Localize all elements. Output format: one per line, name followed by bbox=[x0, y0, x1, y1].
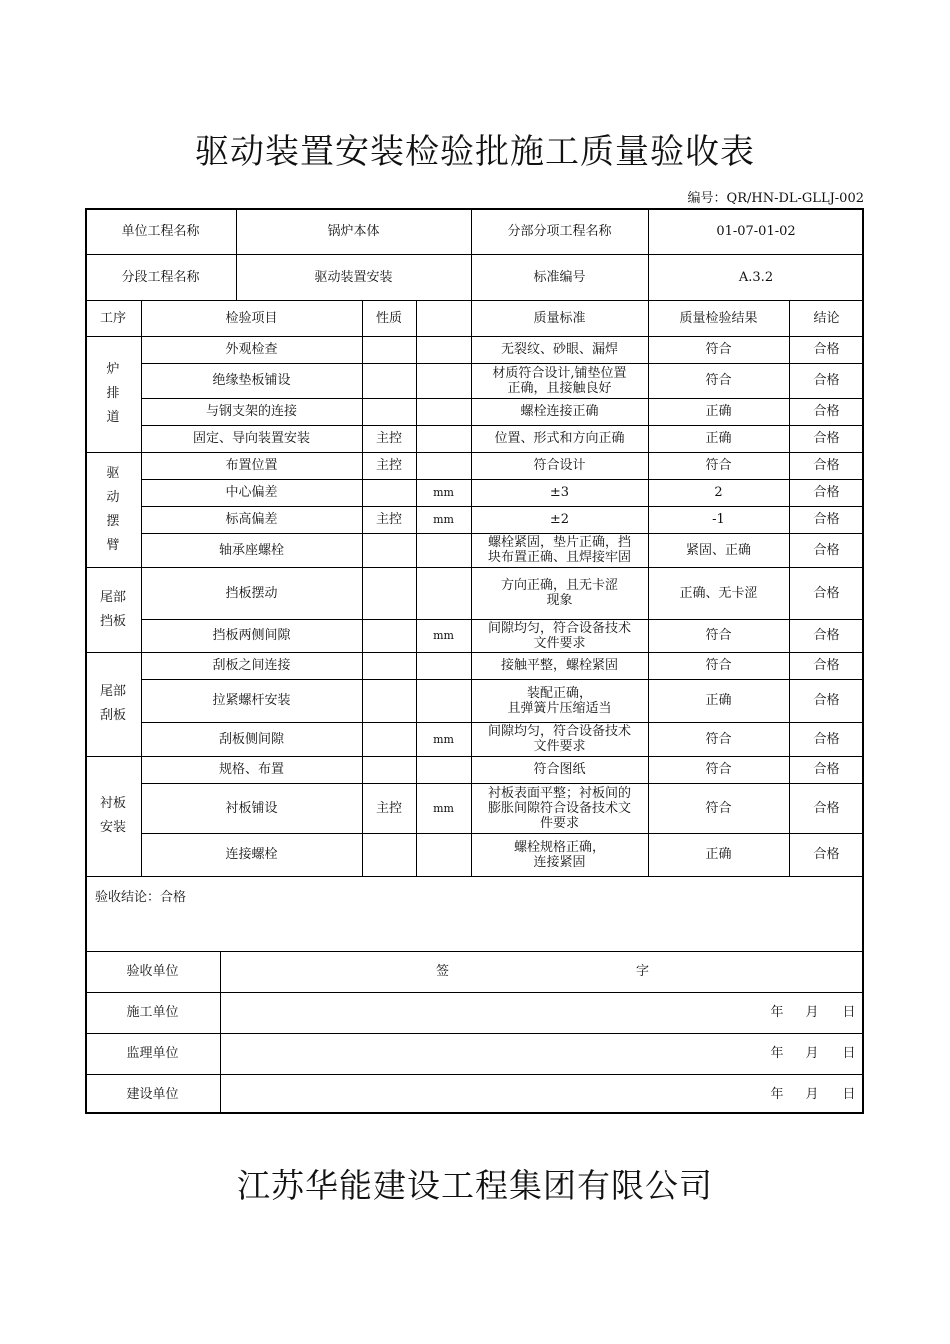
row-unit: mm bbox=[433, 629, 454, 642]
date-year-label: 年 bbox=[770, 1046, 784, 1061]
date-day-label: 日 bbox=[842, 1086, 856, 1102]
row-nature: 主控 bbox=[375, 458, 402, 473]
row-result: 正确 bbox=[705, 431, 732, 446]
row-result: 符合 bbox=[705, 628, 732, 643]
column-header-result: 质量检验结果 bbox=[679, 310, 758, 326]
row-standard: 符合设计 bbox=[533, 458, 586, 473]
row-conclusion: 合格 bbox=[813, 404, 840, 419]
signature-sign-label: 签 bbox=[435, 964, 449, 979]
row-nature: 主控 bbox=[375, 512, 402, 527]
unit-project-value: 锅炉本体 bbox=[327, 223, 380, 239]
date-month-label: 月 bbox=[805, 1046, 819, 1061]
date-year-label: 年 bbox=[770, 1086, 784, 1102]
row-unit bbox=[416, 336, 471, 363]
signature-column-rule bbox=[220, 951, 221, 1114]
row-result: 符合 bbox=[705, 658, 732, 673]
row-standard: 材质符合设计,铺垫位置 正确，且接触良好 bbox=[492, 365, 627, 396]
process-group: 驱 动 摆 臂 bbox=[106, 465, 120, 553]
row-unit bbox=[416, 533, 471, 567]
row-item: 连接螺栓 bbox=[225, 847, 278, 862]
standard-no-label: 标准编号 bbox=[533, 269, 586, 285]
row-conclusion: 合格 bbox=[813, 762, 840, 777]
row-conclusion: 合格 bbox=[813, 628, 840, 643]
row-conclusion: 合格 bbox=[813, 373, 840, 388]
row-standard: ±2 bbox=[549, 512, 570, 527]
row-nature bbox=[362, 652, 416, 679]
sub-project-value: 01-07-01-02 bbox=[716, 223, 796, 239]
row-item: 中心偏差 bbox=[225, 485, 278, 500]
document-code: 编号：QR/HN-DL-GLLJ-002 bbox=[687, 191, 864, 206]
row-conclusion: 合格 bbox=[813, 512, 840, 527]
row-item: 固定、导向装置安装 bbox=[192, 431, 310, 446]
row-nature bbox=[362, 756, 416, 783]
row-conclusion: 合格 bbox=[813, 485, 840, 500]
row-result: 正确、无卡涩 bbox=[679, 585, 758, 601]
process-group: 尾部 挡板 bbox=[99, 589, 126, 629]
row-unit bbox=[416, 452, 471, 479]
row-standard: 无裂纹、砂眼、漏焊 bbox=[500, 342, 618, 357]
row-unit: mm bbox=[433, 732, 454, 746]
row-unit bbox=[416, 425, 471, 452]
signature-unit-label: 监理单位 bbox=[126, 1046, 179, 1061]
row-unit bbox=[416, 363, 471, 398]
row-unit: mm bbox=[433, 513, 454, 526]
row-nature bbox=[362, 533, 416, 567]
date-month-label: 月 bbox=[805, 1086, 819, 1102]
unit-project-label: 单位工程名称 bbox=[121, 223, 200, 239]
row-result: 2 bbox=[714, 485, 723, 500]
row-nature: 主控 bbox=[375, 431, 402, 446]
row-result: 符合 bbox=[705, 731, 732, 747]
row-item: 刮板之间连接 bbox=[212, 658, 291, 673]
date-year-label: 年 bbox=[770, 1005, 784, 1020]
column-header-item: 检验项目 bbox=[225, 310, 278, 326]
row-standard: ±3 bbox=[549, 485, 570, 500]
row-standard: 符合图纸 bbox=[533, 762, 586, 777]
row-result: -1 bbox=[712, 512, 725, 527]
row-result: 符合 bbox=[705, 762, 732, 777]
row-standard: 位置、形式和方向正确 bbox=[494, 431, 625, 446]
row-result: 紧固、正确 bbox=[685, 542, 751, 558]
row-standard: 螺栓紧固，垫片正确，挡 块布置正确、且焊接牢固 bbox=[487, 535, 631, 565]
signature-sign-label: 字 bbox=[635, 964, 649, 979]
section-project-label: 分段工程名称 bbox=[121, 269, 200, 285]
row-nature bbox=[362, 398, 416, 425]
signature-unit-label: 建设单位 bbox=[126, 1086, 179, 1102]
row-conclusion: 合格 bbox=[813, 658, 840, 673]
row-item: 拉紧螺杆安装 bbox=[212, 693, 291, 708]
row-result: 正确 bbox=[705, 404, 732, 419]
process-group: 衬板 安装 bbox=[99, 796, 126, 835]
row-conclusion: 合格 bbox=[813, 342, 840, 357]
row-nature bbox=[362, 619, 416, 652]
row-item: 衬板铺设 bbox=[225, 800, 278, 816]
column-header-unit bbox=[416, 300, 471, 336]
row-nature: 主控 bbox=[375, 800, 402, 816]
row-item: 规格、布置 bbox=[218, 762, 284, 777]
row-conclusion: 合格 bbox=[813, 693, 840, 708]
acceptance-conclusion: 验收结论：合格 bbox=[95, 890, 187, 905]
row-nature bbox=[362, 679, 416, 722]
row-nature bbox=[362, 833, 416, 876]
row-nature bbox=[362, 722, 416, 756]
row-nature bbox=[362, 567, 416, 619]
row-item: 挡板两侧间隙 bbox=[212, 628, 291, 643]
row-result: 符合 bbox=[705, 800, 732, 816]
row-item: 刮板侧间隙 bbox=[218, 731, 284, 747]
row-standard: 方向正确，且无卡涩 现象 bbox=[500, 578, 618, 608]
column-header-conclusion: 结论 bbox=[813, 310, 840, 326]
row-conclusion: 合格 bbox=[813, 431, 840, 446]
row-standard: 间隙均匀，符合设备技术 文件要求 bbox=[487, 724, 631, 754]
row-item: 与钢支架的连接 bbox=[205, 404, 297, 419]
process-group: 尾部 刮板 bbox=[99, 684, 126, 723]
row-conclusion: 合格 bbox=[813, 731, 840, 747]
date-day-label: 日 bbox=[842, 1046, 856, 1061]
row-nature bbox=[362, 479, 416, 506]
row-nature bbox=[362, 336, 416, 363]
row-standard: 装配正确， 且弹簧片压缩适当 bbox=[507, 685, 612, 716]
row-unit bbox=[416, 756, 471, 783]
row-item: 布置位置 bbox=[225, 458, 278, 473]
row-unit bbox=[416, 652, 471, 679]
row-standard: 螺栓连接正确 bbox=[520, 404, 599, 419]
row-item: 挡板摆动 bbox=[225, 585, 278, 601]
row-unit: mm bbox=[433, 801, 454, 815]
row-item: 外观检查 bbox=[225, 342, 278, 357]
row-standard: 接触平整，螺栓紧固 bbox=[500, 658, 618, 673]
row-conclusion: 合格 bbox=[813, 585, 840, 601]
standard-no-value: A.3.2 bbox=[738, 269, 774, 285]
row-nature bbox=[362, 363, 416, 398]
row-result: 正确 bbox=[705, 693, 732, 708]
row-unit bbox=[416, 398, 471, 425]
row-result: 符合 bbox=[705, 458, 732, 473]
row-unit bbox=[416, 567, 471, 619]
row-conclusion: 合格 bbox=[813, 458, 840, 473]
row-result: 正确 bbox=[705, 847, 732, 862]
row-unit: mm bbox=[433, 486, 454, 499]
sub-project-label: 分部分项工程名称 bbox=[507, 223, 612, 239]
process-group: 炉 排 道 bbox=[106, 362, 120, 425]
row-result: 符合 bbox=[705, 373, 732, 388]
column-header-process: 工序 bbox=[99, 310, 126, 326]
row-conclusion: 合格 bbox=[813, 800, 840, 816]
row-item: 绝缘垫板铺设 bbox=[212, 373, 291, 388]
column-header-standard: 质量标准 bbox=[533, 310, 586, 326]
row-unit bbox=[416, 679, 471, 722]
signature-header-label: 验收单位 bbox=[126, 964, 179, 979]
row-standard: 螺栓规格正确， 连接紧固 bbox=[513, 839, 605, 870]
company-name: 江苏华能建设工程集团有限公司 bbox=[237, 1166, 713, 1205]
row-conclusion: 合格 bbox=[813, 542, 840, 558]
row-unit bbox=[416, 833, 471, 876]
row-standard: 衬板表面平整；衬板间的 膨胀间隙符合设备技术文 件要求 bbox=[487, 785, 631, 831]
document-title: 驱动装置安装检验批施工质量验收表 bbox=[195, 132, 755, 172]
row-item: 轴承座螺栓 bbox=[218, 542, 284, 558]
date-day-label: 日 bbox=[842, 1005, 856, 1020]
section-project-value: 驱动装置安装 bbox=[314, 269, 393, 285]
row-item: 标高偏差 bbox=[225, 512, 278, 527]
row-standard: 间隙均匀，符合设备技术 文件要求 bbox=[487, 620, 631, 651]
row-result: 符合 bbox=[705, 342, 732, 357]
signature-unit-label: 施工单位 bbox=[126, 1005, 179, 1020]
row-conclusion: 合格 bbox=[813, 847, 840, 862]
date-month-label: 月 bbox=[805, 1005, 819, 1020]
column-header-nature: 性质 bbox=[375, 310, 402, 326]
